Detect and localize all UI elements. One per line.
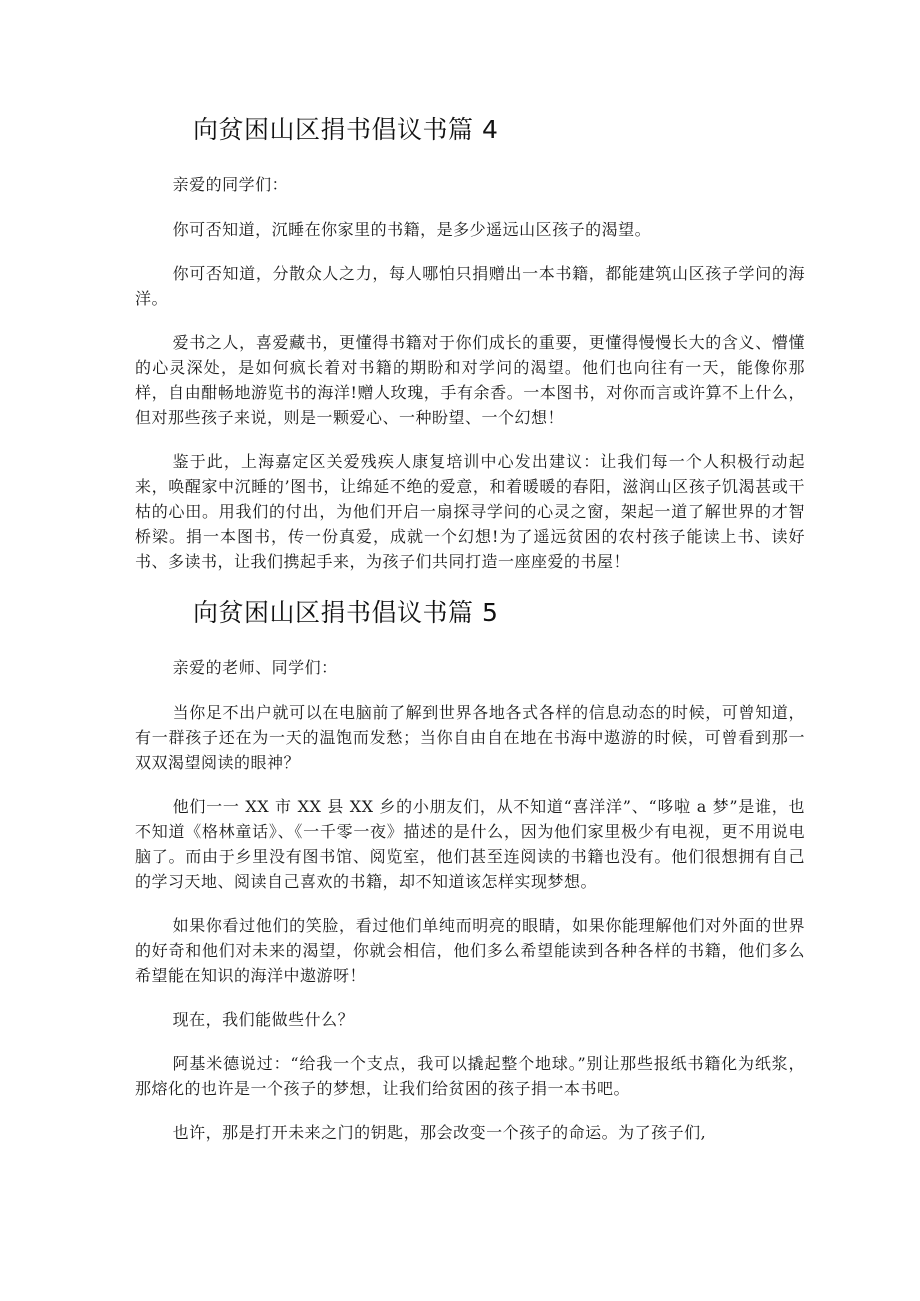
- paragraph: 他们一一 XX 市 XX 县 XX 乡的小朋友们，从不知道“喜洋洋”、“哆啦 a 梦”是谁，也不知道《格林童话》、《一千零一夜》描述的是什么，因为他们家里极少有电视，更不用说电脑了。而由于乡里没有图书馆、阅览室，他们甚至连阅读的书籍也没有。他们很想拥有自己的学习天地、阅读自己喜欢的书籍，却不知道该怎样实现梦想。: [135, 797, 805, 891]
- document-body: [135, 110, 805, 1164]
- paragraph: 也许，那是打开未来之门的钥匙，那会改变一个孩子的命运。为了孩子们,: [172, 1123, 707, 1142]
- paragraph: 如果你看过他们的笑脸，看过他们单纯而明亮的眼睛，如果你能理解他们对外面的世界的好奇和他们对未来的渴望，你就会相信，他们多么希望能读到各种各样的书籍，他们多么希望能在知识的海洋中遨游呀！: [135, 916, 805, 985]
- salutation: 亲爱的老师、同学们：: [172, 658, 338, 677]
- section-title-4: 向贫困山区捐书倡议书篇 4: [193, 115, 499, 144]
- paragraph: 你可否知道，沉睡在你家里的书籍，是多少遥远山区孩子的渴望。: [172, 220, 652, 239]
- paragraph: 你可否知道，分散众人之力，每人哪怕只捐赠出一本书籍，都能建筑山区孩子学问的海洋。: [135, 264, 805, 308]
- paragraph: 爱书之人，喜爱藏书，更懂得书籍对于你们成长的重要，更懂得慢慢长大的含义、懵懂的心灵深处，是如何疯长着对书籍的期盼和对学问的渴望。他们也向往有一天，能像你那样，自由酣畅地游览书的海洋!赠人玫瑰，手有余香。一本图书，对你而言或许算不上什么，但对那些孩子来说，则是一颗爱心、一种盼望、一个幻想！: [135, 333, 805, 427]
- paragraph: 当你足不出户就可以在电脑前了解到世界各地各式各样的信息动态的时候，可曾知道，有一群孩子还在为一天的温饱而发愁；当你自由自在地在书海中遨游的时候，可曾看到那一双双渴望阅读的眼神？: [135, 703, 805, 772]
- paragraph: 阿基米德说过：“给我一个支点，我可以撬起整个地球。”别让那些报纸书籍化为纸浆，那熔化的也许是一个孩子的梦想，让我们给贫困的孩子捐一本书吧。: [135, 1054, 805, 1098]
- paragraph: 鉴于此，上海嘉定区关爱残疾人康复培训中心发出建议：让我们每一个人积极行动起来，唤醒家中沉睡的’图书，让绵延不绝的爱意，和着暖暖的春阳，滋润山区孩子饥渴甚或干枯的心田。用我们的付出，为他们开启一扇探寻学问的心灵之窗，架起一道了解世界的才智桥梁。捐一本图书，传一份真爱，成就一个幻想!为了遥远贫困的农村孩子能读上书、读好书、多读书，让我们携起手来，为孩子们共同打造一座座爱的书屋！: [135, 452, 805, 571]
- paragraph: 现在，我们能做些什么？: [172, 1010, 355, 1029]
- section-title-5: 向贫困山区捐书倡议书篇 5: [193, 598, 499, 627]
- salutation: 亲爱的同学们：: [172, 175, 289, 194]
